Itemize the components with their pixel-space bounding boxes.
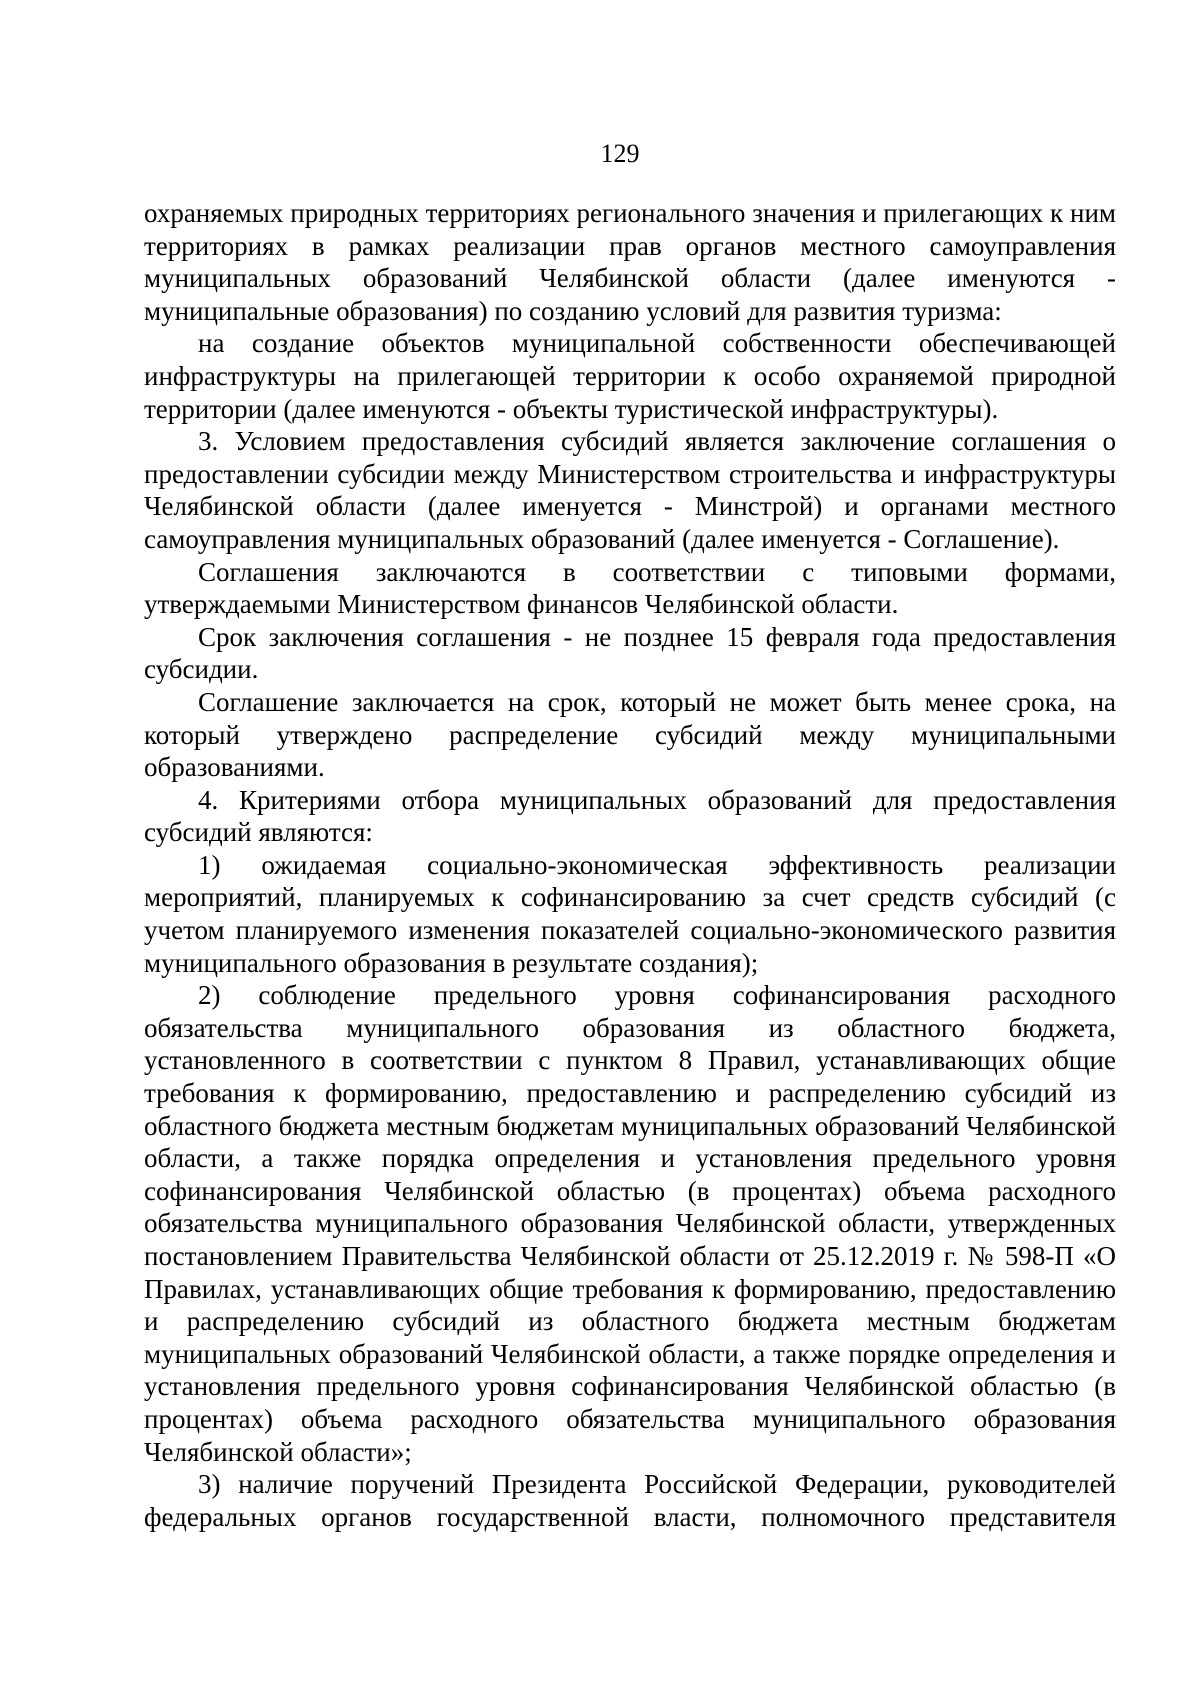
paragraph-item-4: 4. Критериями отбора муниципальных образований для предоставления субсидий являются: (144, 784, 1116, 848)
paragraph-agreement-term: Соглашение заключается на срок, который не может быть менее срока, на который утверждено распределение субсидий между муниципальными образованиями. (144, 686, 1116, 783)
paragraph-item-3: 3. Условием предоставления субсидий является заключение соглашения о предоставлении субсидии между Министерством строительства и инфраструктуры Челябинской области (далее именуется - Минстрой) и органами местного самоуправления муниципальных образований (далее именуется - Соглашение). (144, 426, 1116, 554)
paragraph-criterion-1: 1) ожидаемая социально-экономическая эффективность реализации мероприятий, планируемых к софинансированию за счет средств субсидий (с учетом планируемого изменения показателей социально-экономического развития муниципального образования в результате создания); (144, 849, 1116, 978)
paragraph-agreements: Соглашения заключаются в соответствии с типовыми формами, утверждаемыми Министерством финансов Челябинской области. (144, 556, 1116, 620)
document-body (144, 197, 1116, 1533)
paragraph-deadline: Срок заключения соглашения - не позднее 15 февраля года предоставления субсидии. (144, 621, 1116, 685)
page-number: 129 (600, 139, 640, 168)
paragraph-criterion-2: 2) соблюдение предельного уровня софинансирования расходного обязательства муниципального образования из областного бюджета, установленного в соответствии с пунктом 8 Правил, устанавливающих общие требования к формированию, предоставлению и распределению субсидий из областного бюджета местным бюджетам муниципальных образований Челябинской области, а также порядка определения и установления предельного уровня софинансирования Челябинской областью (в процентах) объема расходного обязательства муниципального образования Челябинской области, утвержденных постановлением Правительства Челябинской области от 25.12.2019 г. № 598-П «О Правилах, устанавливающих общие требования к формированию, предоставлению и распределению субсидий из областного бюджета местным бюджетам муниципальных образований Челябинской области, а также порядке определения и установления предельного уровня софинансирования Челябинской областью (в процентах) объема расходного обязательства муниципального образования Челябинской области»; (144, 980, 1116, 1467)
paragraph-continuation: охраняемых природных территориях регионального значения и прилегающих к ним территориях в рамках реализации прав органов местного самоуправления муниципальных образований Челябинской области (далее именуются - муниципальные образования) по созданию условий для развития туризма: (144, 198, 1116, 326)
paragraph-purpose: на создание объектов муниципальной собственности обеспечивающей инфраструктуры на прилегающей территории к особо охраняемой природной территории (далее именуются - объекты туристической инфраструктуры). (144, 328, 1116, 424)
paragraph-criterion-3: 3) наличие поручений Президента Российской Федерации, руководителей федеральных органов государственной власти, полномочного представителя (144, 1469, 1116, 1532)
